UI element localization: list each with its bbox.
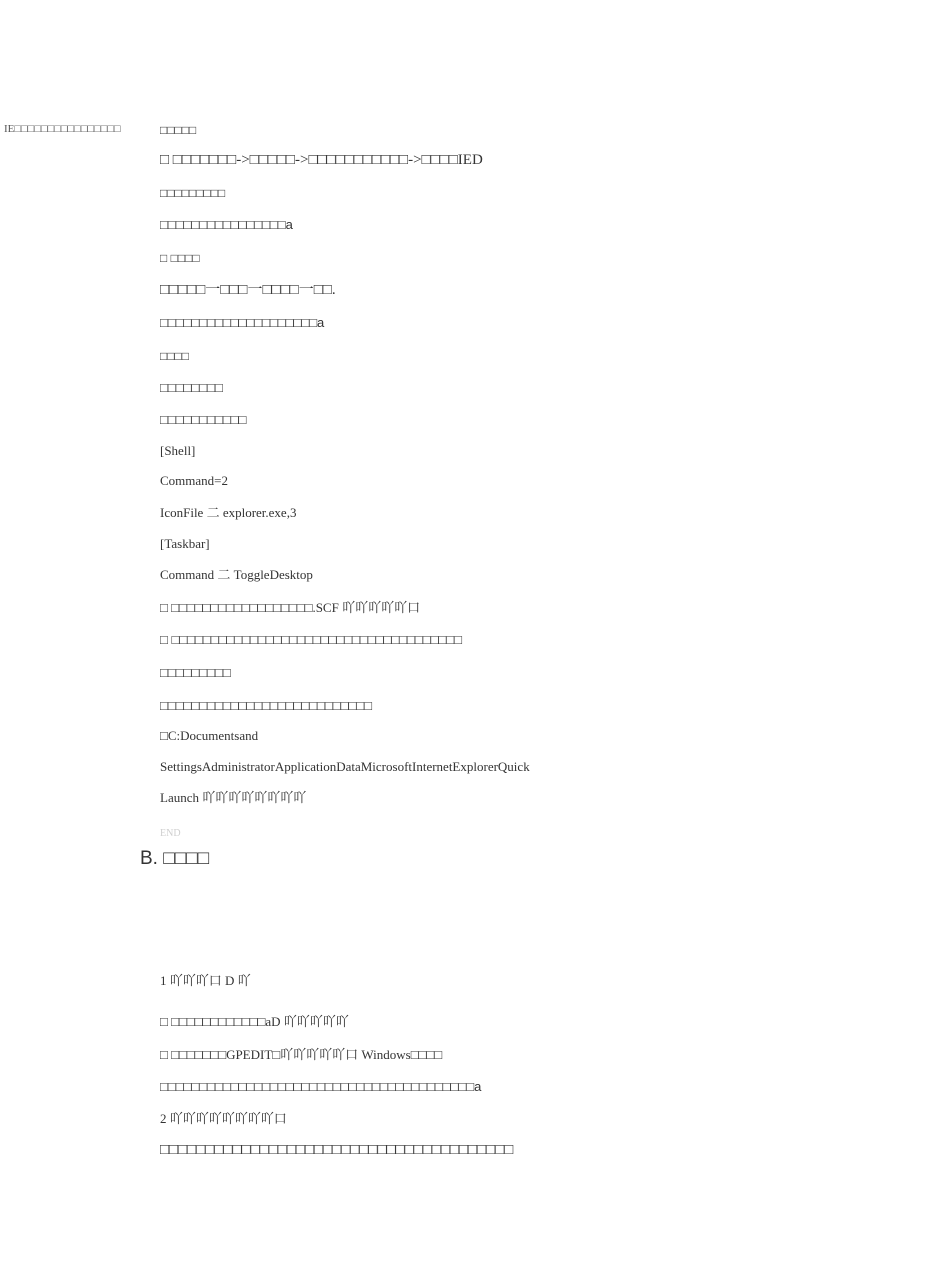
text-line: □□□□□□□□□□□□□□□□a xyxy=(160,217,293,232)
text-line: □□□□□□□□□ xyxy=(160,665,231,680)
text-line: Launch 吖吖吖吖吖吖吖吖 xyxy=(160,790,307,805)
text-line: SettingsAdministratorApplicationDataMicrosoftInternetExplorerQuick xyxy=(160,759,530,774)
text-line: □□□□□□□□□□□□□□□□□□□□□□□□□□□□□□□□□□□□□□□□a xyxy=(160,1079,482,1094)
text-line: □ □□□□ xyxy=(160,251,200,265)
text-line: IconFile 二 explorer.exe,3 xyxy=(160,505,297,520)
text-line: □ □□□□□□□->□□□□□->□□□□□□□□□□□->□□□□IED xyxy=(160,152,483,168)
text-line: □ □□□□□□□GPEDIT□吖吖吖吖吖口 Windows□□□□ xyxy=(160,1047,443,1062)
text-line: □ □□□□□□□□□□□□□□□□□□□□□□□□□□□□□□□□□□□□□ xyxy=(160,632,462,647)
section-heading-b: B. □□□□ xyxy=(140,848,210,869)
text-line: □□□□□□□□ xyxy=(160,380,223,395)
text-line: □□□□□□□□□□□ xyxy=(160,412,247,427)
text-line: 1 吖吖吖口 D 吖 xyxy=(160,973,251,988)
text-line: □□□□□□□□□ xyxy=(160,186,226,200)
end-marker: END xyxy=(160,828,181,839)
text-line: □□□□□一□□□一□□□□一□□. xyxy=(160,282,336,298)
text-line: [Taskbar] xyxy=(160,536,210,551)
text-line: □C:Documentsand xyxy=(160,728,259,743)
text-line: Command 二 ToggleDesktop xyxy=(160,567,313,582)
text-line: [Shell] xyxy=(160,443,196,458)
text-line: □ □□□□□□□□□□□□□□□□□□.SCF 吖吖吖吖吖口 xyxy=(160,600,421,615)
text-line: □□□□□□□□□□□□□□□□□□□□□□□□□□□□□□□□□□□□□□□ xyxy=(160,1141,514,1158)
text-line: □□□□ xyxy=(160,349,189,363)
text-line: □ □□□□□□□□□□□□aD 吖吖吖吖吖 xyxy=(160,1014,349,1029)
text-line: □□□□□ xyxy=(160,123,197,137)
text-line: Command=2 xyxy=(160,473,228,488)
text-line: 2 吖吖吖吖吖吖吖吖口 xyxy=(160,1111,287,1126)
text-line: □□□□□□□□□□□□□□□□□□□□a xyxy=(160,315,325,330)
text-line: □□□□□□□□□□□□□□□□□□□□□□□□□□□ xyxy=(160,698,373,713)
side-note: IE□□□□□□□□□□□□□□□□ xyxy=(4,123,121,135)
